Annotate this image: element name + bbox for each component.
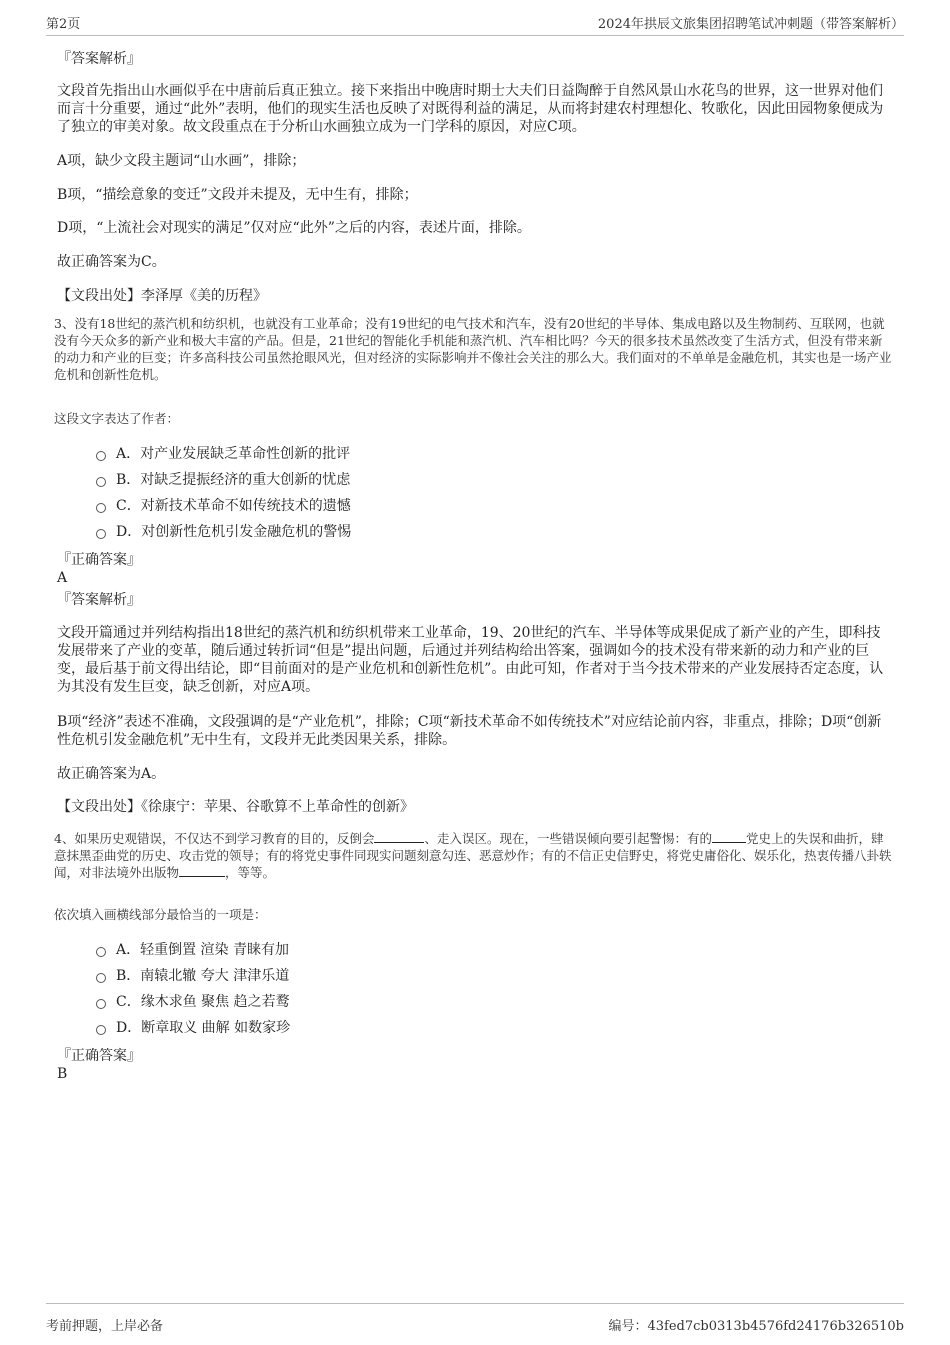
q3-source: 【文段出处】《徐康宁：苹果、谷歌算不上革命性的创新》 [57,799,414,815]
radio-icon[interactable] [96,477,106,487]
q4-passage-part: 、走入误区。现在，一些错误倾向要引起警惕：有的 [424,831,712,846]
option-label: A．轻重倒置 渲染 青睐有加 [116,942,290,958]
option-label: A．对产业发展缺乏革命性创新的批评 [116,446,351,462]
option-label: B．对缺乏提振经济的重大创新的忧虑 [116,472,351,488]
q3-analysis-heading: 『答案解析』 [57,592,141,608]
option-label: B．南辕北辙 夸大 津津乐道 [116,968,290,984]
q4-passage-part: ，等等。 [225,865,276,880]
q2-source: 【文段出处】李泽厚《美的历程》 [57,288,267,304]
q4-option-d[interactable] [96,1019,290,1037]
q3-passage: 3、没有18世纪的蒸汽机和纺织机，也就没有工业革命；没有19世纪的电气技术和汽车，没有20世纪的半导体、集成电路以及生物制药、互联网，也就没有今天众多的新产业和极大丰富的产品。但是，21世纪的智能化手机能和蒸汽机、汽车相比吗？今天的很多技术虽然改变了生活方式，但没有带来新的动力和产业的巨变；许多高科技公司虽然抢眼风光，但对经济的实际影响并不像社会关注的那么大。我们面对的不单单是金融危机，其实也是一场产业危机和创新性危机。 [54,316,892,382]
q2-analysis-option-b: B项，“描绘意象的变迁”文段并未提及，无中生有，排除； [57,187,418,203]
option-label: C．对新技术革命不如传统技术的遗憾 [116,498,351,514]
q4-stem: 依次填入画横线部分最恰当的一项是： [54,907,267,922]
radio-icon[interactable] [96,973,106,983]
q4-answer: B [57,1066,68,1082]
q3-analysis-options: B项“经济”表述不准确，文段强调的是“产业危机”，排除；C项“新技术革命不如传统技术”对应结论前内容，非重点，排除；D项“创新性危机引发金融危机”无中生有，文段并无此类因果关系，排除。 [57,714,882,748]
q3-analysis-paragraph: 文段开篇通过并列结构指出18世纪的蒸汽机和纺织机带来工业革命，19、20世纪的汽车、半导体等成果促成了新产业的产生，即科技发展带来了产业的变革，随后通过转折词“但是”提出问题，后通过并列结构给出答案，强调如今的技术没有带来新的动力和产业的巨变，最后基于前文得出结论，即“目前面对的是产业危机和创新性危机”。由此可知，作者对于当今技术带来的产业发展持否定态度，认为其没有发生巨变，缺乏创新，对应A项。 [57,625,884,695]
radio-icon[interactable] [96,947,106,957]
radio-icon[interactable] [96,1025,106,1035]
document-title: 2024年拱辰文旅集团招聘笔试冲刺题（带答案解析） [597,17,904,32]
radio-icon[interactable] [96,529,106,539]
fill-blank [712,830,746,843]
option-label: D．对创新性危机引发金融危机的警惕 [116,524,352,540]
document-id: 编号：43fed7cb0313b4576fd24176b326510b [608,1319,904,1334]
q2-conclusion: 故正确答案为C。 [57,254,166,270]
page-header [46,13,904,36]
q2-analysis-option-d: D项，“上流社会对现实的满足”仅对应“此外”之后的内容，表述片面，排除。 [57,220,531,236]
q3-option-c[interactable] [96,497,351,515]
fill-blank [374,830,424,843]
q4-option-b[interactable] [96,967,289,985]
radio-icon[interactable] [96,999,106,1009]
radio-icon[interactable] [96,503,106,513]
q2-analysis-option-a: A项，缺少文段主题词“山水画”，排除； [57,153,306,169]
q4-option-a[interactable] [96,941,289,959]
q4-answer-heading: 『正确答案』 [57,1048,141,1064]
footer-slogan: 考前押题，上岸必备 [46,1319,164,1334]
q3-option-d[interactable] [96,523,351,541]
q3-stem: 这段文字表达了作者： [54,411,180,426]
q2-analysis-heading: 『答案解析』 [57,51,141,67]
q2-analysis-paragraph: 文段首先指出山水画似乎在中唐前后真正独立。接下来指出中晚唐时期士大夫们日益陶醉于自然风景山水花鸟的世界，这一世界对他们而言十分重要，通过“此外”表明，他们的现实生活也反映了对既得利益的满足，从而将封建农村理想化、牧歌化，因此田园物象便成为了独立的审美对象。故文段重点在于分析山水画独立成为一门学科的原因，对应C项。 [57,83,884,135]
q4-option-c[interactable] [96,993,290,1011]
option-label: D．断章取义 曲解 如数家珍 [116,1020,291,1036]
q3-conclusion: 故正确答案为A。 [57,766,166,782]
q3-option-b[interactable] [96,471,350,489]
page-footer [46,1303,904,1334]
radio-icon[interactable] [96,451,106,461]
q3-option-a[interactable] [96,445,350,463]
q4-passage-part: 4、如果历史观错误，不仅达不到学习教育的目的，反倒会 [54,831,375,846]
option-label: C．缘木求鱼 聚焦 趋之若鹜 [116,994,290,1010]
q3-answer-heading: 『正确答案』 [57,552,141,568]
fill-blank [179,864,225,877]
q4-passage [54,830,894,881]
q4-passage-part: 党史上的失误和曲折，肆意抹黑歪曲党的历史、攻击党的领导；有的将党史事件同现实问题刻意勾连、恶意炒作；有的不信正史信野史，将党史庸俗化、娱乐化，热衷传播八卦轶闻，对非法境外出版物 [54,831,892,880]
page-number: 第2页 [46,17,81,32]
q3-answer: A [57,570,68,586]
